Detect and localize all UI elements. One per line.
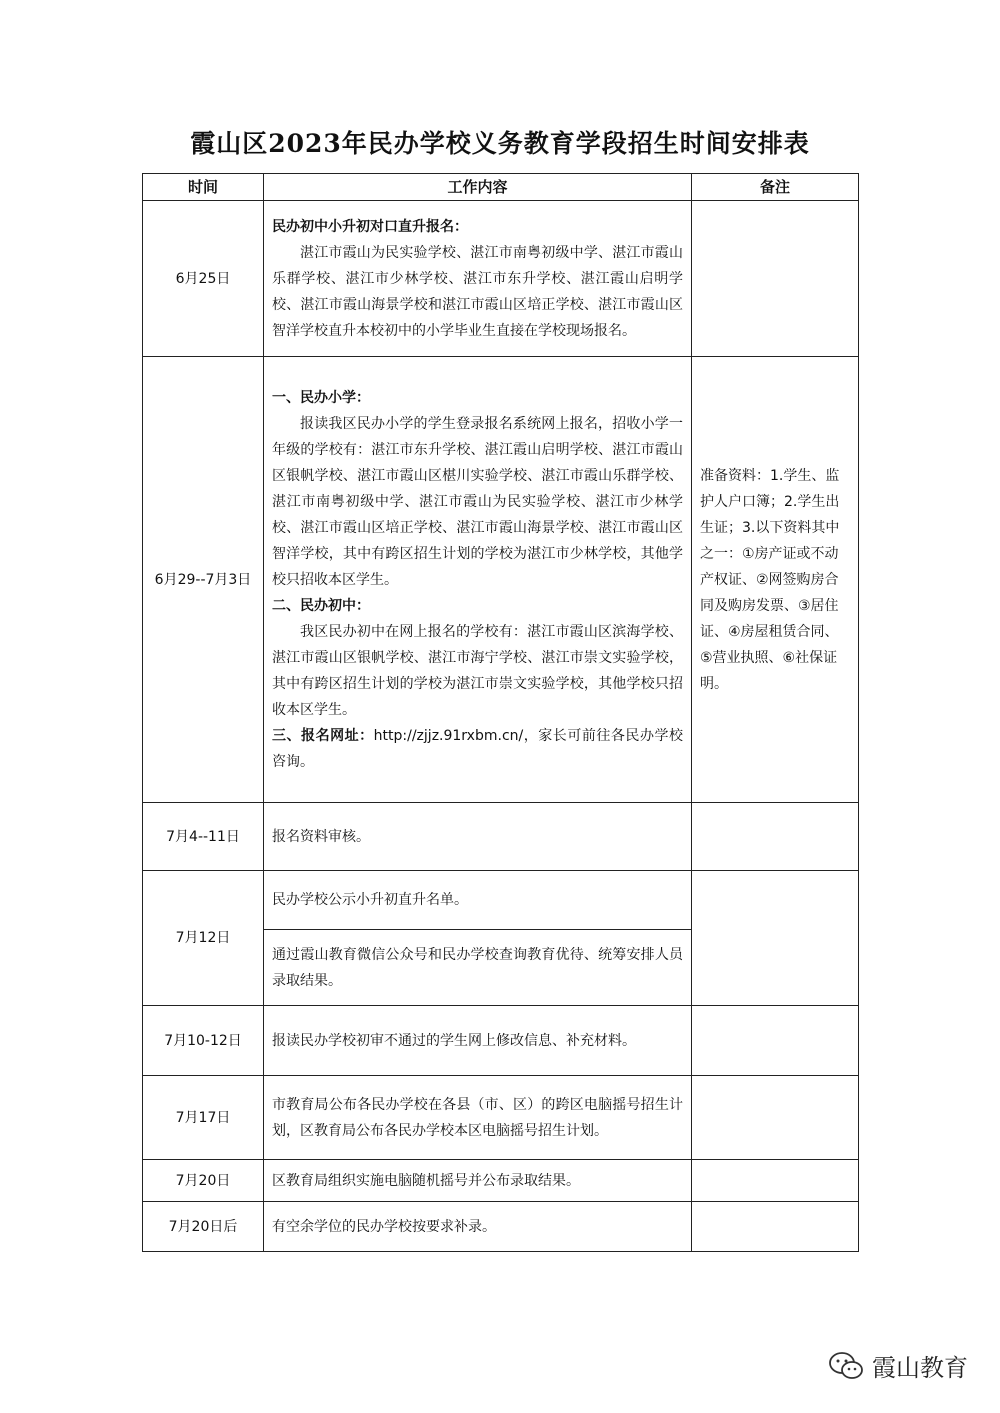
note-cell	[692, 803, 859, 871]
time-cell: 7月17日	[143, 1076, 264, 1160]
note-cell	[692, 1160, 859, 1202]
time-cell: 6月29--7月3日	[143, 357, 264, 803]
registration-url: http://zjjz.91rxbm.cn/，家长可前往各民办学校咨询。	[272, 727, 683, 770]
time-cell: 7月20日后	[143, 1202, 264, 1252]
note-cell	[692, 201, 859, 357]
time-cell: 7月10-12日	[143, 1006, 264, 1076]
content-cell: 通过霞山教育微信公众号和民办学校查询教育优待、统筹安排人员录取结果。	[264, 930, 692, 1006]
content-text: 湛江市霞山为民实验学校、湛江市南粤初级中学、湛江市霞山乐群学校、湛江市少林学校、湛江市东升学校、湛江霞山启明学校、湛江市霞山海景学校和湛江市霞山区培正学校、湛江市霞山区智洋学校直升本校初中的小学毕业生直接在学校现场报名。	[272, 244, 683, 339]
schedule-table	[142, 173, 859, 1252]
header-time: 时间	[143, 174, 264, 201]
table-row	[143, 201, 859, 357]
time-cell: 7月12日	[143, 871, 264, 1006]
content-text: 我区民办初中在网上报名的学校有：湛江市霞山区滨海学校、湛江市霞山区银帆学校、湛江市海宁学校、湛江市崇文实验学校，其中有跨区招生计划的学校为湛江市崇文实验学校，其他学校只招收本区学生。	[272, 623, 683, 718]
content-heading: 一、民办小学：	[272, 389, 370, 406]
content-cell: 区教育局组织实施电脑随机摇号并公布录取结果。	[264, 1160, 692, 1202]
table-header-row	[143, 174, 859, 201]
content-cell	[264, 201, 692, 357]
note-cell	[692, 1006, 859, 1076]
note-cell: 准备资料：1.学生、监护人户口簿；2.学生出生证；3.以下资料其中之一：①房产证或不动产权证、②网签购房合同及购房发票、③居住证、④房屋租赁合同、⑤营业执照、⑥社保证明。	[692, 357, 859, 803]
content-cell: 市教育局公布各民办学校在各县（市、区）的跨区电脑摇号招生计划，区教育局公布各民办学校本区电脑摇号招生计划。	[264, 1076, 692, 1160]
note-cell	[692, 1202, 859, 1252]
content-cell: 报名资料审核。	[264, 803, 692, 871]
table-row	[143, 1202, 859, 1252]
table-row	[143, 871, 859, 930]
content-heading: 二、民办初中：	[272, 597, 370, 614]
content-cell	[264, 357, 692, 803]
content-cell: 报读民办学校初审不通过的学生网上修改信息、补充材料。	[264, 1006, 692, 1076]
table-row	[143, 1160, 859, 1202]
watermark	[828, 1348, 968, 1383]
note-cell	[692, 871, 859, 1006]
content-heading: 民办初中小升初对口直升报名：	[272, 218, 468, 235]
content-heading: 三、报名网址：	[272, 727, 374, 744]
content-text: 报读我区民办小学的学生登录报名系统网上报名，招收小学一年级的学校有：湛江市东升学校、湛江霞山启明学校、湛江市霞山区银帆学校、湛江市霞山区椹川实验学校、湛江市霞山乐群学校、湛江市南粤初级中学、湛江市霞山为民实验学校、湛江市少林学校、湛江市霞山区培正学校、湛江市霞山海景学校、湛江市霞山区智洋学校，其中有跨区招生计划的学校为湛江市少林学校，其他学校只招收本区学生。	[272, 415, 683, 588]
wechat-icon	[828, 1351, 864, 1381]
table-row	[143, 803, 859, 871]
time-cell: 7月20日	[143, 1160, 264, 1202]
table-row	[143, 1076, 859, 1160]
content-cell: 有空余学位的民办学校按要求补录。	[264, 1202, 692, 1252]
watermark-text: 霞山教育	[872, 1354, 968, 1382]
table-row	[143, 1006, 859, 1076]
header-content: 工作内容	[264, 174, 692, 201]
time-cell: 7月4--11日	[143, 803, 264, 871]
content-cell: 民办学校公示小升初直升名单。	[264, 871, 692, 930]
time-cell: 6月25日	[143, 201, 264, 357]
table-row	[143, 357, 859, 803]
note-cell	[692, 1076, 859, 1160]
page-title: 霞山区2023年民办学校义务教育学段招生时间安排表	[190, 129, 810, 158]
header-note: 备注	[692, 174, 859, 201]
content-text	[272, 723, 683, 775]
